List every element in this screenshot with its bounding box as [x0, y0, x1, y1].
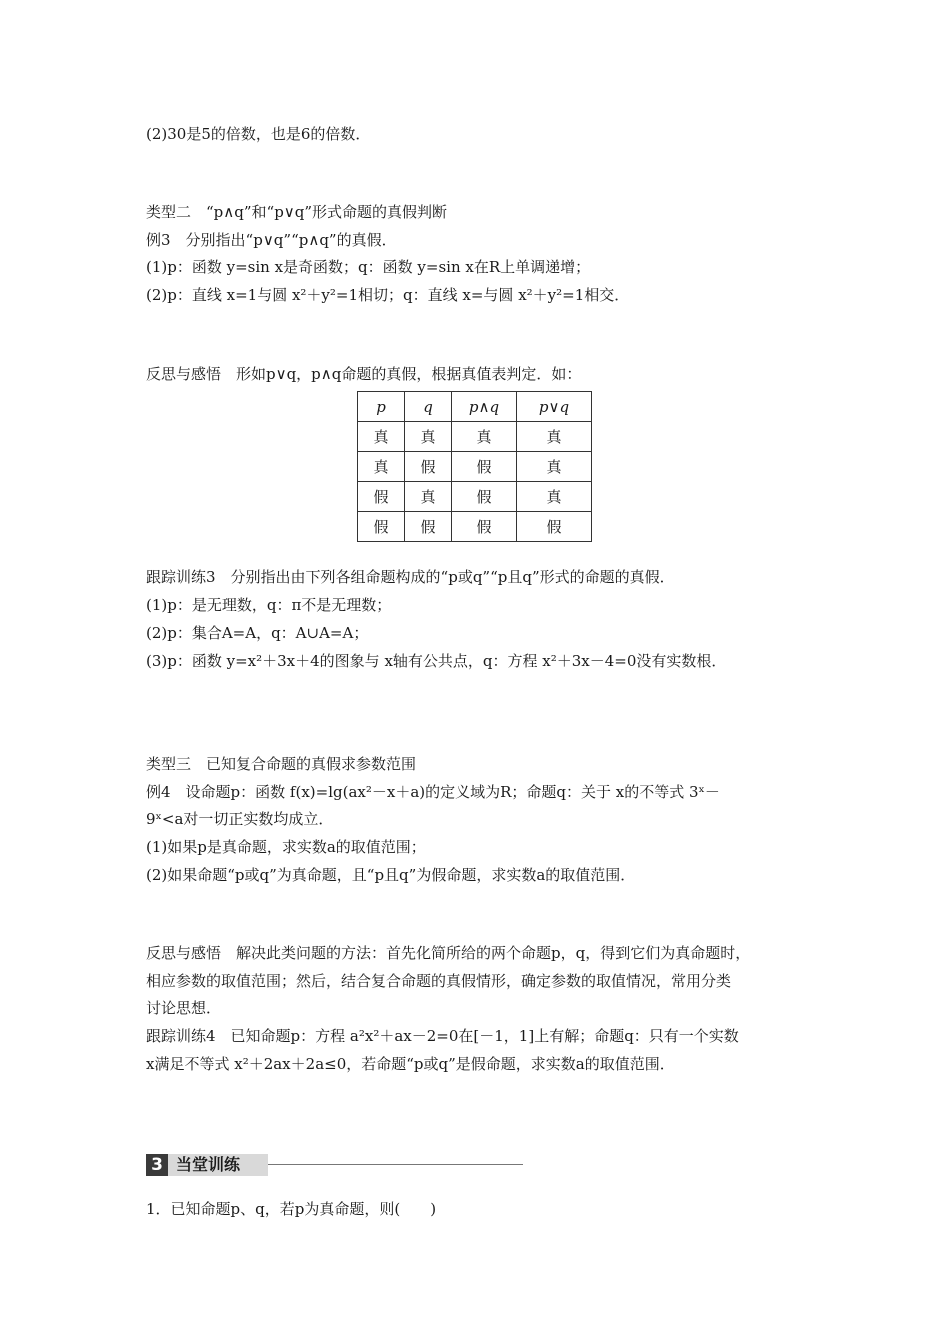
- table-row: [358, 422, 592, 452]
- table-cell: 假: [405, 452, 452, 482]
- type2-heading: 类型二 “p∧q”和“p∨q”形式命题的真假判断: [146, 203, 448, 221]
- table-header-cell: p: [358, 392, 405, 422]
- table-row: [358, 452, 592, 482]
- section-number: 3: [146, 1154, 168, 1176]
- example4-stem-line2: 9ˣ<a对一切正实数均成立．: [146, 810, 334, 828]
- table-cell: 真: [517, 422, 592, 452]
- table-cell: 真: [452, 422, 517, 452]
- table-header-row: [358, 392, 592, 422]
- example4-item2: (2)如果命题“p或q”为真命题，且“p且q”为假命题，求实数a的取值范围．: [146, 866, 636, 884]
- reflection-2-line3: 讨论思想．: [146, 999, 222, 1017]
- table-cell: 真: [405, 482, 452, 512]
- table-row: [358, 482, 592, 512]
- table-cell: 假: [452, 452, 517, 482]
- section-title: 当堂训练: [168, 1154, 268, 1176]
- table-cell: 假: [452, 512, 517, 542]
- example4-stem-line1: 例4 设命题p：函数 f(x)=lg(ax²－x＋a)的定义域为R；命题q：关于 x的不等式 3ˣ－: [146, 783, 720, 801]
- table-row: [358, 512, 592, 542]
- text-p1: (2)30是5的倍数，也是6的倍数．: [146, 125, 371, 143]
- tracking-exercise-3: 跟踪训练3 分别指出由下列各组命题构成的“p或q”“p且q”形式的命题的真假．: [146, 568, 675, 586]
- tracking3-item1: (1)p：是无理数，q：π不是无理数；: [146, 596, 392, 614]
- reflection-2-line1: 反思与感悟 解决此类问题的方法：首先化简所给的两个命题p，q，得到它们为真命题时，: [146, 944, 751, 962]
- table-cell: 真: [517, 452, 592, 482]
- table-header-cell: q: [405, 392, 452, 422]
- table-cell: 真: [358, 452, 405, 482]
- tracking3-item3: (3)p：函数 y=x²＋3x＋4的图象与 x轴有公共点，q：方程 x²＋3x－4=0没有实数根．: [146, 652, 727, 670]
- section-header: [146, 1154, 526, 1176]
- reflection-2-line2: 相应参数的取值范围；然后，结合复合命题的真假情形，确定参数的取值情况，常用分类: [146, 972, 732, 990]
- table-header-cell: p∨q: [517, 392, 592, 422]
- table-cell: 真: [358, 422, 405, 452]
- table-cell: 假: [517, 512, 592, 542]
- type3-heading: 类型三 已知复合命题的真假求参数范围: [146, 755, 417, 773]
- table-cell: 假: [405, 512, 452, 542]
- table-cell: 真: [517, 482, 592, 512]
- table-cell: 假: [452, 482, 517, 512]
- table-cell: 假: [358, 482, 405, 512]
- example3-item2: (2)p：直线 x=1与圆 x²＋y²=1相切；q：直线 x=与圆 x²＋y²=1相交．: [146, 286, 630, 304]
- example3-item1: (1)p：函数 y=sin x是奇函数；q：函数 y=sin x在R上单调递增；: [146, 258, 591, 276]
- table-cell: 真: [405, 422, 452, 452]
- truth-table: [357, 391, 592, 542]
- tracking3-item2: (2)p：集合A=A，q：A∪A=A；: [146, 624, 369, 642]
- example3-stem: 例3 分别指出“p∨q”“p∧q”的真假．: [146, 231, 397, 249]
- tracking-exercise-4-line1: 跟踪训练4 已知命题p：方程 a²x²＋ax－2=0在[－1，1]上有解；命题q：只有一个实数: [146, 1027, 739, 1045]
- table-header-cell: p∧q: [452, 392, 517, 422]
- table-cell: 假: [358, 512, 405, 542]
- section-divider: [268, 1164, 523, 1165]
- reflection-1: 反思与感悟 形如p∨q，p∧q命题的真假，根据真值表判定．如：: [146, 365, 582, 383]
- example4-item1: (1)如果p是真命题，求实数a的取值范围；: [146, 838, 426, 856]
- question-1: 1．已知命题p、q，若p为真命题，则( ): [146, 1200, 437, 1218]
- tracking-exercise-4-line2: x满足不等式 x²＋2ax＋2a≤0，若命题“p或q”是假命题，求实数a的取值范围．: [146, 1055, 675, 1073]
